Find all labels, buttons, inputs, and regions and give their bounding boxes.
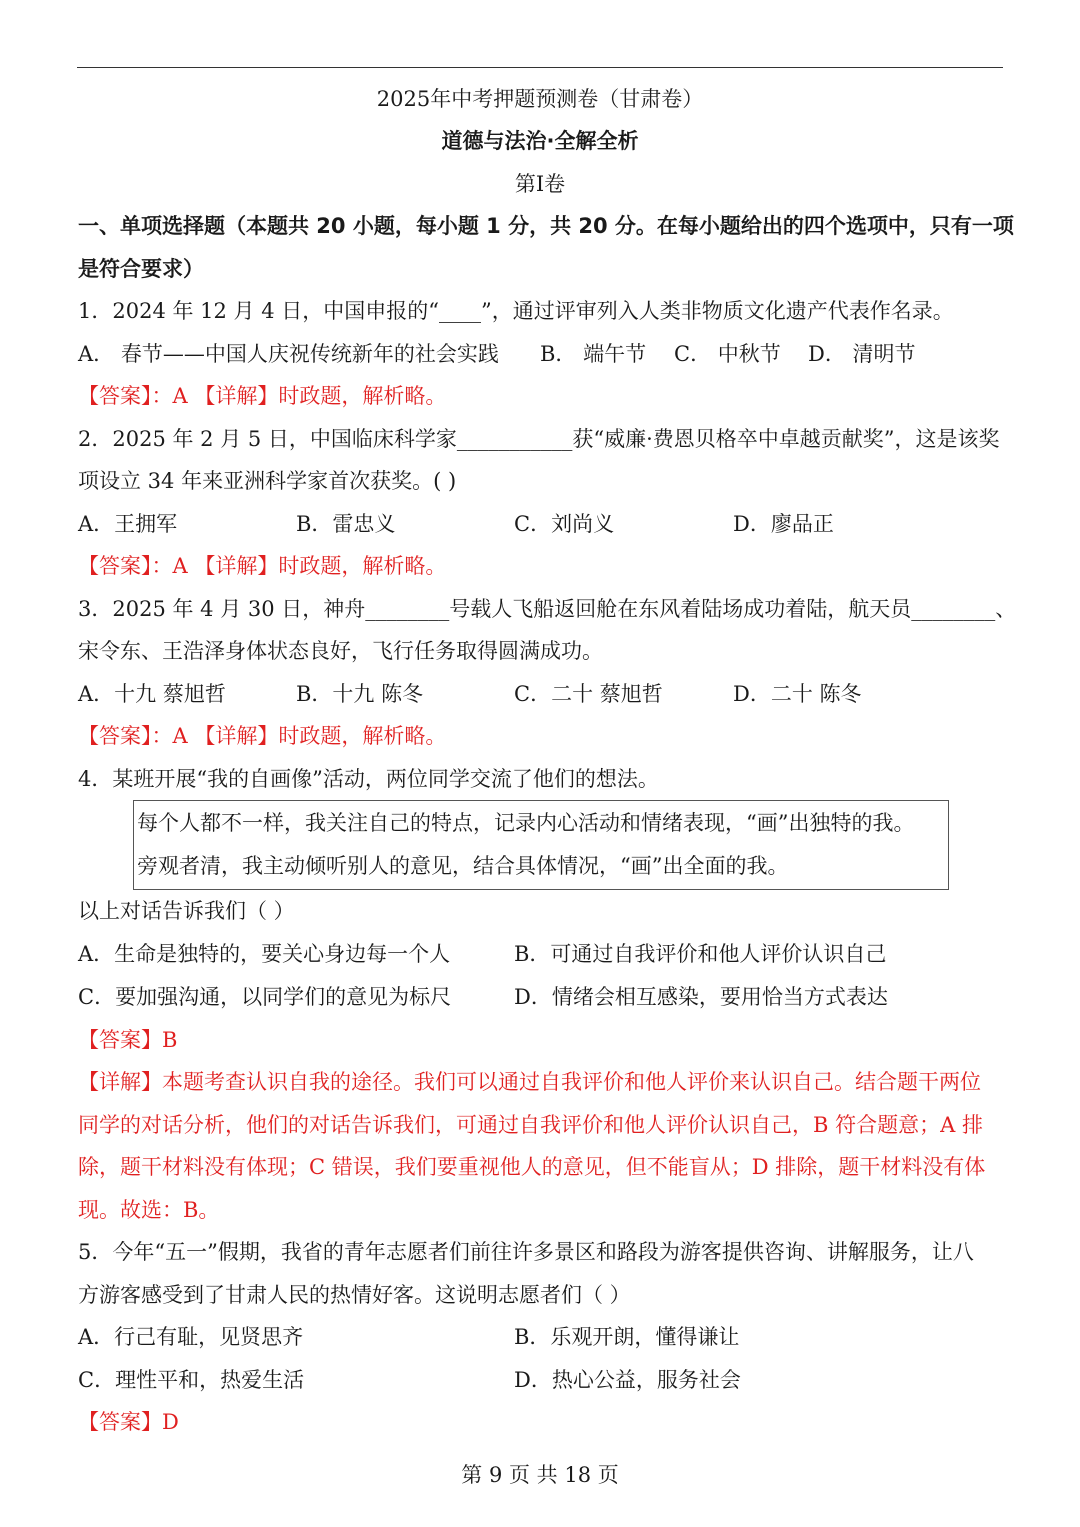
q1-option-a: A． 春节——中国人庆祝传统新年的社会实践 bbox=[78, 342, 499, 366]
q5-stem-line1: 5．今年“五一”假期，我省的青年志愿者们前往许多景区和路段为游客提供咨询、讲解服务，让八 bbox=[78, 1240, 974, 1264]
q1-stem: 1．2024 年 12 月 4 日，中国申报的“____”，通过评审列入人类非物质文化遗产代表作名录。 bbox=[78, 299, 954, 323]
q3-option-d: D．二十 陈冬 bbox=[733, 682, 862, 706]
q4-dialogue-line1: 每个人都不一样，我关注自己的特点，记录内心活动和情绪表现，“画”出独特的我。 bbox=[137, 811, 915, 835]
q2-option-d: D．廖品正 bbox=[733, 512, 834, 536]
volume-label: 第I卷 bbox=[514, 172, 566, 196]
q3-option-a: A．十九 蔡旭哲 bbox=[78, 682, 226, 706]
q4-option-c: C．要加强沟通，以同学们的意见为标尺 bbox=[78, 985, 452, 1009]
q3-stem-line1: 3．2025 年 4 月 30 日，神舟________号载人飞船返回舱在东风着陆场成功着陆，航天员________、 bbox=[78, 597, 1017, 621]
q5-stem-line2: 方游客感受到了甘肃人民的热情好客。这说明志愿者们（ ） bbox=[78, 1283, 631, 1307]
q4-option-a: A．生命是独特的，要关心身边每一个人 bbox=[78, 942, 451, 966]
q4-explain-line2: 同学的对话分析，他们的对话告诉我们，可通过自我评价和他人评价认识自己，B 符合题意；A 排 bbox=[78, 1113, 983, 1137]
q2-answer: 【答案】：A 【详解】时政题，解析略。 bbox=[78, 554, 447, 578]
q5-option-d: D．热心公益，服务社会 bbox=[514, 1368, 741, 1392]
q5-option-a: A．行己有耻，见贤思齐 bbox=[78, 1325, 304, 1349]
q2-stem-line1: 2．2025 年 2 月 5 日，中国临床科学家___________获“威廉·费恩贝格卒中卓越贡献奖”，这是该奖 bbox=[78, 427, 1000, 451]
q4-explain-line4: 现。故选：B。 bbox=[78, 1198, 220, 1222]
q2-option-c: C．刘尚义 bbox=[514, 512, 615, 536]
q3-option-c: C．二十 蔡旭哲 bbox=[514, 682, 663, 706]
q3-stem-line2: 宋令东、王浩泽身体状态良好，飞行任务取得圆满成功。 bbox=[78, 639, 603, 663]
q4-option-b: B．可通过自我评价和他人评价认识自己 bbox=[514, 942, 887, 966]
q3-option-b: B．十九 陈冬 bbox=[296, 682, 424, 706]
q4-dialogue-box bbox=[133, 800, 949, 890]
page-number: 第 9 页 共 18 页 bbox=[461, 1463, 619, 1487]
q3-answer: 【答案】：A 【详解】时政题，解析略。 bbox=[78, 724, 447, 748]
q2-option-b: B．雷忠义 bbox=[296, 512, 396, 536]
q4-option-d: D．情绪会相互感染，要用恰当方式表达 bbox=[514, 985, 888, 1009]
q2-stem-line2: 项设立 34 年来亚洲科学家首次获奖。( ) bbox=[78, 469, 457, 493]
q4-stem: 4．某班开展“我的自画像”活动，两位同学交流了他们的想法。 bbox=[78, 767, 659, 791]
section-heading-line1: 一、单项选择题（本题共 20 小题，每小题 1 分，共 20 分。在每小题给出的四个选项中，只有一项 bbox=[78, 214, 1014, 238]
q1-option-d: D． 清明节 bbox=[808, 342, 916, 366]
q4-answer: 【答案】B bbox=[78, 1028, 178, 1052]
q4-explain-line3: 除，题干材料没有体现；C 错误，我们要重视他人的意见，但不能盲从；D 排除，题干材料没有体 bbox=[78, 1155, 986, 1179]
q2-option-a: A．王拥军 bbox=[78, 512, 178, 536]
section-heading-line2: 是符合要求） bbox=[78, 257, 204, 281]
q1-option-b: B． 端午节 bbox=[540, 342, 647, 366]
q4-explain-line1: 【详解】本题考查认识自我的途径。我们可以通过自我评价和他人评价来认识自己。结合题干两位 bbox=[78, 1070, 981, 1094]
doc-subtitle: 道德与法治·全解全析 bbox=[441, 129, 639, 153]
header-rule bbox=[77, 67, 1003, 68]
q5-option-c: C．理性平和，热爱生活 bbox=[78, 1368, 305, 1392]
q4-dialogue-line2: 旁观者清，我主动倾听别人的意见，结合具体情况，“画”出全面的我。 bbox=[137, 854, 789, 878]
doc-title: 2025年中考押题预测卷（甘肃卷） bbox=[376, 87, 704, 111]
q1-answer: 【答案】：A 【详解】时政题，解析略。 bbox=[78, 384, 447, 408]
q1-option-c: C． 中秋节 bbox=[674, 342, 781, 366]
q5-option-b: B．乐观开朗，懂得谦让 bbox=[514, 1325, 740, 1349]
q5-answer: 【答案】D bbox=[78, 1410, 179, 1434]
q4-prompt: 以上对话告诉我们（ ） bbox=[78, 899, 295, 923]
